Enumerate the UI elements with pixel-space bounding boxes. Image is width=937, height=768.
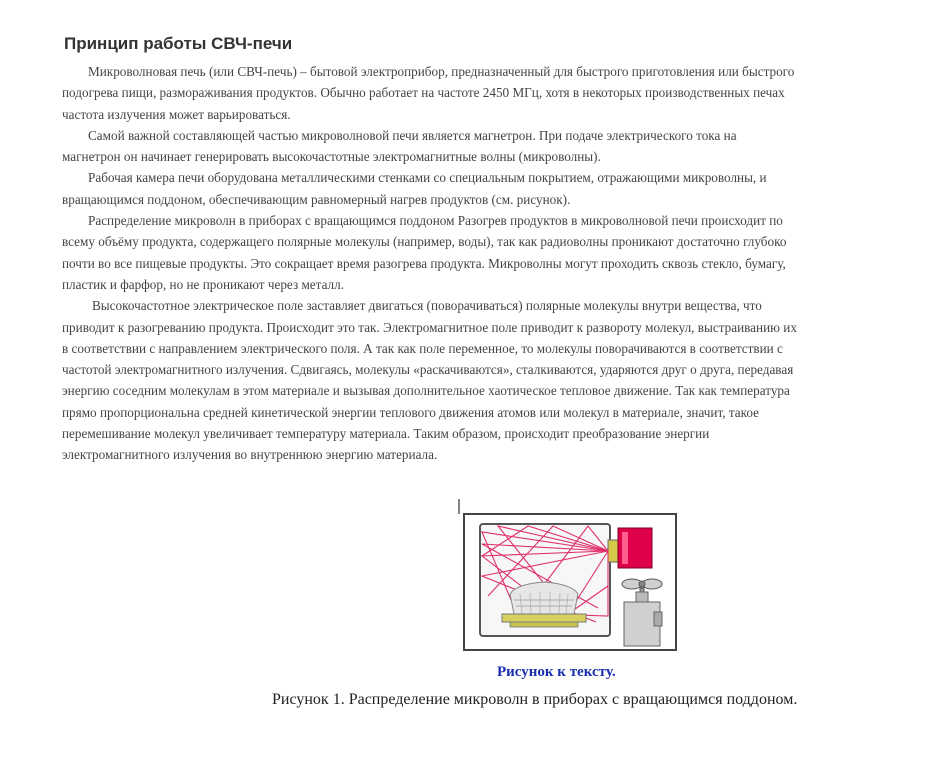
page-title: Принцип работы СВЧ-печи (64, 34, 293, 53)
paragraph-2: Самой важной составляющей частью микроволновой печи является магнетрон. При подаче электрического тока на магнетрон он начинает генерировать высокочастотные электромагнитные волны (микроволны). (62, 127, 737, 165)
paragraph-5: Высокочастотное электрическое поле заставляет двигаться (поворачиваться) полярные молекулы внутри вещества, что приводит к разогреванию продукта. Происходит это так. Электромагнитное поле приводит к развороту молекул, выстраиванию их в соответствии с направлением электрического поля. А так как поле переменное, то молекулы поворачиваются в соответствии с частотой электромагнитного излучения. Сдвигаясь, молекулы «раскачиваются», сталкиваются, ударяются друг о друга, передавая энергию соседним молекулам в этом материале и вызывая дополнительное хаотическое тепловое движение. Так как температура прямо пропорциональна средней кинетической энергии теплового движения атомов или молекул в материале, значит, такое перемешивание молекул увеличивает температуру материала. Таким образом, происходит преобразование энергии электромагнитного излучения во внутреннюю энергию материала. (62, 298, 797, 463)
figure-caption-link: Рисунок к тексту. (497, 664, 616, 680)
microwave-diagram (458, 496, 680, 654)
paragraph-1: Микроволновая печь (или СВЧ-печь) – бытовой электроприбор, предназначенный для быстрого приготовления или быстрого подогрева пищи, размораживания продуктов. Обычно работает на частоте 2450 МГц, хотя в некоторых производственных печах частота излучения может варьироваться. (62, 64, 795, 122)
article-body (62, 61, 797, 466)
figure-caption: Рисунок 1. Распределение микроволн в приборах с вращающимся поддоном. (272, 691, 798, 708)
paragraph-4: Распределение микроволн в приборах с вращающимся поддоном Разогрев продуктов в микроволновой печи происходит по всему объёму продукта, содержащего полярные молекулы (например, воды), так как радиоволны проникают достаточно глубоко почти во все пищевые продукты. Это сокращает время разогрева продукта. Микроволны могут проходить сквозь стекло, бумагу, пластик и фарфор, но не проникают через металл. (62, 213, 787, 292)
waveguide (608, 540, 618, 562)
rotating-tray (502, 614, 586, 622)
food-bowl (510, 582, 578, 614)
paragraph-3: Рабочая камера печи оборудована металлическими стенками со специальным покрытием, отражающими микроволны, и вращающимся поддоном, обеспечивающим равномерный нагрев продуктов (см. рисунок). (62, 170, 767, 207)
